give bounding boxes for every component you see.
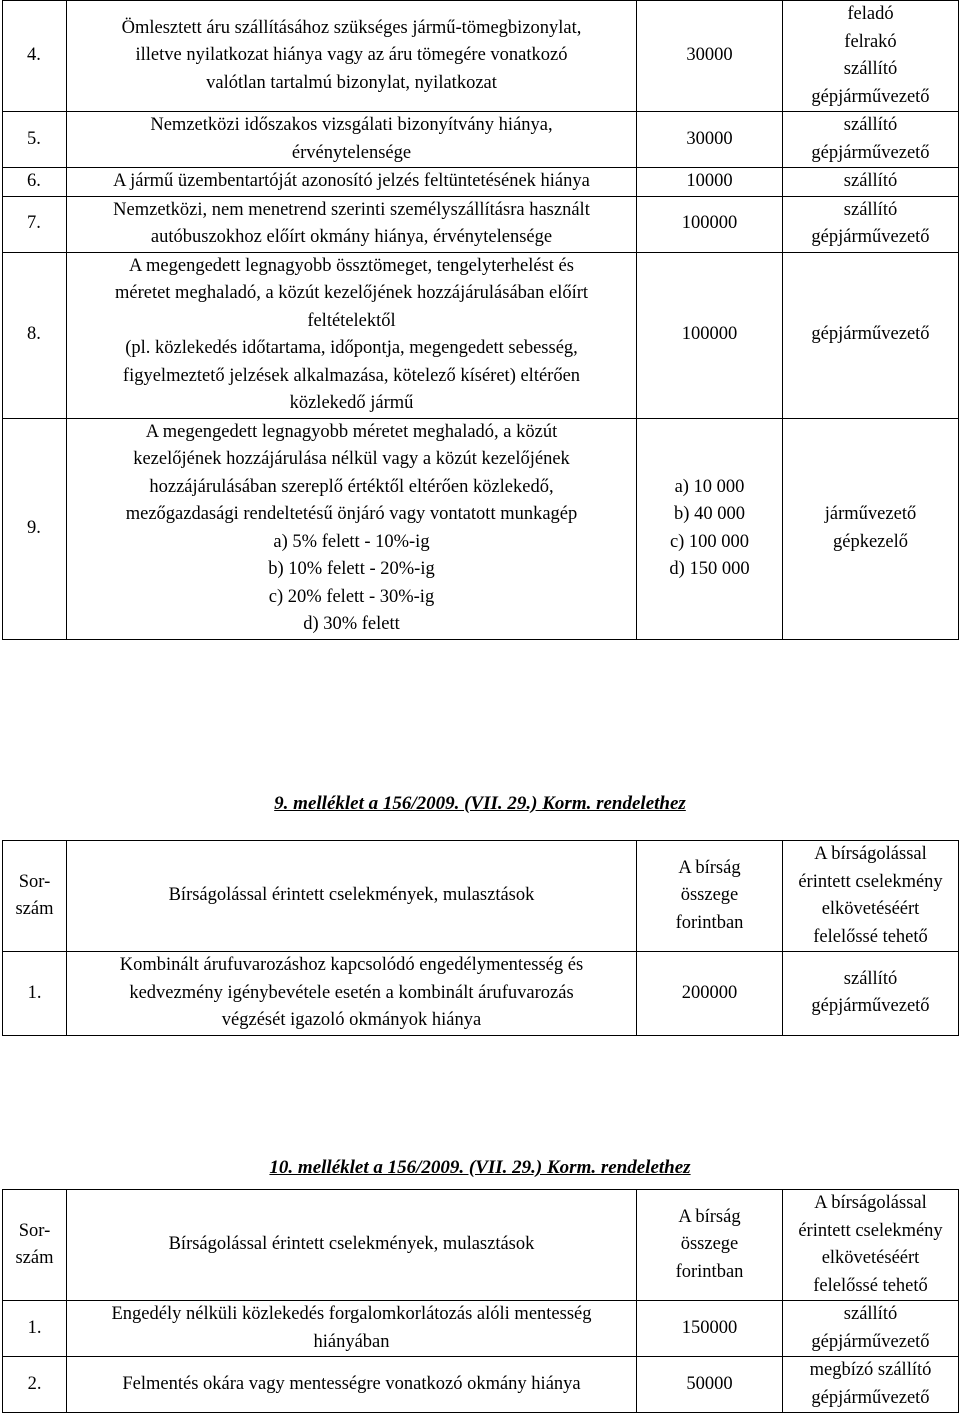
- row-number: 4.: [3, 1, 67, 112]
- row-description: [67, 196, 637, 252]
- header-amount-line: összege: [680, 1234, 739, 1255]
- row-liable-party-line: felrakó: [844, 31, 897, 52]
- row-description: [67, 952, 637, 1036]
- row-liable-party-line: szállító: [843, 968, 898, 989]
- header-sorszam-line: szám: [15, 899, 54, 919]
- row-number: 5.: [3, 112, 67, 168]
- row-amount-line: 50000: [686, 1373, 733, 1394]
- annex-9-title: 9. melléklet a 156/2009. (VII. 29.) Korm. rendelethez: [274, 793, 686, 814]
- row-amount-line: 200000: [681, 982, 738, 1003]
- annex-10-body: [3, 1301, 959, 1413]
- row-description-line: a) 5% felett - 10%-ig: [273, 531, 430, 552]
- row-description-line: c) 20% felett - 30%-ig: [268, 586, 435, 607]
- row-amount: [637, 952, 783, 1036]
- row-amount-line: c) 100 000: [669, 531, 750, 552]
- annex-9-body: [3, 952, 959, 1036]
- row-number: 1.: [3, 1301, 67, 1357]
- row-description-line: feltételektől: [307, 310, 396, 331]
- row-description-line: b) 10% felett - 20%-ig: [268, 559, 435, 579]
- annex-9-header: [3, 841, 959, 952]
- fine-table-body: [3, 1, 959, 640]
- row-amount-line: b) 40 000: [674, 504, 745, 524]
- header-liable-party-line: elkövetéséért: [821, 1248, 920, 1268]
- annex-10-title: 10. melléklet a 156/2009. (VII. 29.) Korm. rendelethez: [269, 1157, 691, 1178]
- row-liable-party-line: szállító: [843, 1304, 898, 1324]
- row-number: 1.: [3, 952, 67, 1036]
- row-amount: [637, 1301, 783, 1357]
- row-description: [67, 1, 637, 112]
- row-description: [67, 252, 637, 418]
- row-liable-party: [783, 252, 959, 418]
- row-description-line: d) 30% felett: [303, 614, 400, 634]
- table-row: [3, 196, 959, 252]
- row-liable-party-line: gépjárművezető: [811, 142, 930, 163]
- row-description-line: A megengedett legnagyobb össztömeget, tengelyterhelést és: [129, 255, 574, 276]
- row-liable-party: [783, 418, 959, 639]
- table-row: [3, 418, 959, 639]
- row-description-line: érvénytelensége: [291, 142, 412, 163]
- row-amount-line: 100000: [681, 324, 738, 345]
- header-row: [3, 841, 959, 952]
- row-liable-party: [783, 112, 959, 168]
- row-amount: [637, 168, 783, 197]
- header-row: [3, 1190, 959, 1301]
- header-liable-party-line: érintett cselekmény: [798, 871, 943, 892]
- row-description-line: Engedély nélküli közlekedés forgalomkorlátozás alóli mentesség: [111, 1304, 592, 1324]
- annex-9-table: [2, 840, 959, 1036]
- row-description: [67, 1301, 637, 1357]
- row-description-line: közlekedő jármű: [289, 393, 414, 413]
- row-description-line: figyelmeztető jelzések alkalmazása, kötelező kíséret) eltérően: [122, 365, 581, 386]
- row-description-line: Nemzetközi, nem menetrend szerinti személyszállításra használt: [113, 199, 590, 220]
- header-liable-party-line: elkövetéséért: [821, 899, 920, 919]
- header-liable-party: [783, 1190, 959, 1301]
- table-row: [3, 252, 959, 418]
- row-amount: [637, 252, 783, 418]
- header-amount: [637, 1190, 783, 1301]
- header-sorszam-line: Sor-: [18, 871, 51, 892]
- row-liable-party-line: feladó: [847, 4, 894, 24]
- table-row: [3, 1301, 959, 1357]
- row-description-line: mezőgazdasági rendeltetésű önjáró vagy vontatott munkagép: [125, 504, 578, 524]
- row-liable-party-line: gépjárművezető: [811, 324, 930, 345]
- header-amount-line: A bírság: [678, 1206, 741, 1227]
- row-amount-line: a) 10 000: [674, 476, 745, 497]
- row-amount: [637, 1, 783, 112]
- row-liable-party-line: gépjárművezető: [811, 996, 930, 1017]
- annex-10-table: [2, 1189, 959, 1413]
- row-description-line: valótlan tartalmú bizonylat, nyilatkozat: [206, 72, 497, 93]
- row-description-line: Nemzetközi időszakos vizsgálati bizonyítvány hiánya,: [150, 115, 553, 135]
- row-liable-party-line: szállító: [843, 171, 898, 191]
- row-description-line: A jármű üzembentartóját azonosító jelzés feltüntetésének hiánya: [113, 171, 590, 191]
- row-number: 7.: [3, 196, 67, 252]
- row-amount-line: 30000: [686, 45, 733, 66]
- row-amount-line: 150000: [681, 1317, 738, 1338]
- row-amount: [637, 418, 783, 639]
- row-number: 8.: [3, 252, 67, 418]
- row-amount: [637, 1357, 783, 1413]
- row-liable-party: [783, 196, 959, 252]
- row-description-line: kezelőjének hozzájárulása nélkül vagy a közút kezelőjének: [133, 449, 570, 469]
- row-description-line: kedvezmény igénybevétele esetén a kombinált árufuvarozás: [129, 982, 574, 1003]
- header-amount: [637, 841, 783, 952]
- row-number: 6.: [3, 168, 67, 197]
- row-amount: [637, 196, 783, 252]
- row-liable-party-line: gépkezelő: [833, 531, 908, 552]
- row-description-line: hozzájárulásában szereplő értéktől eltérően közlekedő,: [149, 476, 554, 497]
- row-description-line: Felmentés okára vagy mentességre vonatkozó okmány hiánya: [122, 1373, 581, 1394]
- table-row: [3, 1357, 959, 1413]
- header-description: [67, 1190, 637, 1301]
- header-amount-line: A bírság: [678, 857, 741, 878]
- row-description-line: végzését igazoló okmányok hiánya: [221, 1010, 482, 1030]
- header-description: [67, 841, 637, 952]
- row-amount-line: 30000: [686, 128, 733, 149]
- row-description-line: hiányában: [313, 1331, 390, 1352]
- header-description-line: Bírságolással érintett cselekmények, mulasztások: [168, 885, 535, 906]
- row-description-line: illetve nyilatkozat hiánya vagy az áru tömegére vonatkozó: [135, 45, 568, 66]
- row-description-line: Kombinált árufuvarozáshoz kapcsolódó engedélymentesség és: [119, 955, 584, 975]
- table-row: [3, 1, 959, 112]
- row-description-line: A megengedett legnagyobb méretet meghaladó, a közút: [145, 421, 558, 442]
- row-description-line: (pl. közlekedés időtartama, időpontja, megengedett sebesség,: [125, 338, 578, 358]
- row-liable-party: [783, 1301, 959, 1357]
- header-liable-party: [783, 841, 959, 952]
- header-description-line: Bírságolással érintett cselekmények, mulasztások: [168, 1234, 535, 1255]
- row-liable-party-line: megbízó szállító: [809, 1360, 932, 1380]
- row-amount: [637, 112, 783, 168]
- row-liable-party-line: szállító: [843, 199, 898, 220]
- header-sorszam: [3, 841, 67, 952]
- header-amount-line: forintban: [675, 1261, 744, 1282]
- table-row: [3, 952, 959, 1036]
- row-liable-party-line: gépjárművezető: [811, 227, 930, 247]
- header-liable-party-line: A bírságolással: [814, 844, 927, 864]
- header-sorszam: [3, 1190, 67, 1301]
- row-liable-party-line: gépjárművezető: [811, 1387, 930, 1408]
- row-amount-line: 100000: [681, 213, 738, 234]
- row-liable-party-line: járművezető: [824, 504, 917, 524]
- row-amount-line: d) 150 000: [669, 559, 750, 579]
- header-liable-party-line: A bírságolással: [814, 1193, 927, 1213]
- row-description-line: autóbuszokhoz előírt okmány hiánya, érvénytelensége: [150, 227, 553, 247]
- row-liable-party: [783, 1, 959, 112]
- fine-table-continued: [2, 0, 959, 640]
- row-liable-party: [783, 952, 959, 1036]
- header-liable-party-line: felelőssé tehető: [813, 926, 928, 947]
- row-description-line: méretet meghaladó, a közút kezelőjének hozzájárulásában előírt: [114, 283, 589, 303]
- header-sorszam-line: Sor-: [18, 1220, 51, 1241]
- row-liable-party-line: szállító: [843, 59, 898, 79]
- header-amount-line: forintban: [675, 912, 744, 933]
- row-amount-line: 10000: [686, 171, 733, 191]
- row-liable-party: [783, 168, 959, 197]
- row-number: 2.: [3, 1357, 67, 1413]
- row-description-line: Ömlesztett áru szállításához szükséges jármű-tömegbizonylat,: [121, 17, 582, 38]
- table-row: [3, 112, 959, 168]
- header-liable-party-line: érintett cselekmény: [798, 1220, 943, 1241]
- row-description: [67, 112, 637, 168]
- annex-10-header: [3, 1190, 959, 1301]
- row-liable-party-line: gépjárművezető: [811, 86, 930, 107]
- header-sorszam-line: szám: [15, 1248, 54, 1268]
- header-liable-party-line: felelőssé tehető: [813, 1275, 928, 1296]
- row-description: [67, 418, 637, 639]
- row-liable-party: [783, 1357, 959, 1413]
- row-number: 9.: [3, 418, 67, 639]
- row-liable-party-line: szállító: [843, 115, 898, 135]
- header-amount-line: összege: [680, 885, 739, 906]
- row-description: [67, 168, 637, 197]
- table-row: [3, 168, 959, 197]
- row-liable-party-line: gépjárművezető: [811, 1331, 930, 1352]
- row-description: [67, 1357, 637, 1413]
